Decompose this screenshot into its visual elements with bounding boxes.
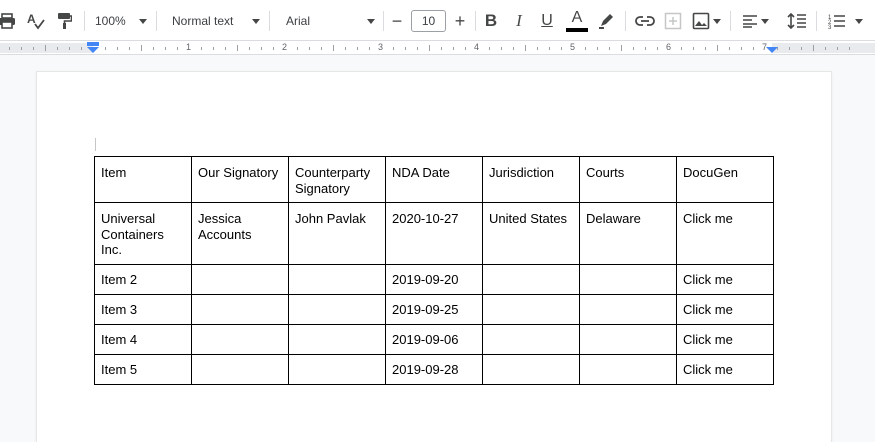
ruler-tick bbox=[405, 47, 406, 50]
ruler-tick bbox=[549, 47, 550, 50]
ruler-tick bbox=[633, 47, 634, 50]
table-cell[interactable]: Item 5 bbox=[95, 354, 192, 384]
ruler-tick bbox=[273, 47, 274, 50]
zoom-select[interactable]: 100% bbox=[95, 14, 126, 28]
spellcheck-icon[interactable] bbox=[24, 8, 48, 34]
table-header-cell[interactable]: Counterparty Signatory bbox=[289, 157, 386, 203]
ruler-tick bbox=[489, 47, 490, 50]
ruler-tick bbox=[597, 47, 598, 50]
ruler-tick bbox=[33, 47, 34, 50]
ruler-tick bbox=[585, 47, 586, 50]
ruler-tick bbox=[177, 47, 178, 50]
ruler-tick bbox=[225, 47, 226, 50]
ruler-tick bbox=[705, 47, 706, 50]
ruler-tick bbox=[825, 47, 826, 50]
table-header-cell[interactable]: DocuGen bbox=[677, 157, 774, 203]
ruler-tick bbox=[165, 47, 166, 50]
table-header-row bbox=[95, 157, 774, 203]
table-cell[interactable]: Delaware bbox=[580, 203, 677, 265]
ruler-tick bbox=[81, 47, 82, 50]
ruler-right-margin bbox=[772, 43, 875, 53]
ruler-number: 1 bbox=[186, 42, 192, 52]
table-cell[interactable] bbox=[483, 324, 580, 354]
ruler-tick bbox=[297, 47, 298, 50]
table-cell[interactable] bbox=[289, 324, 386, 354]
ruler-number: 6 bbox=[666, 42, 672, 52]
ruler-tick bbox=[9, 47, 10, 50]
table-cell[interactable] bbox=[483, 264, 580, 294]
svg-text:3: 3 bbox=[828, 25, 832, 29]
table-cell[interactable] bbox=[580, 354, 677, 384]
ruler-number: 3 bbox=[378, 42, 384, 52]
image-chevron-down-icon[interactable] bbox=[712, 8, 722, 34]
insert-link-icon[interactable] bbox=[633, 8, 657, 34]
table-cell[interactable] bbox=[483, 354, 580, 384]
ruler-tick bbox=[813, 45, 814, 51]
table-header-cell[interactable]: Courts bbox=[580, 157, 677, 203]
table-header-cell[interactable]: Jurisdiction bbox=[483, 157, 580, 203]
table-cell[interactable]: Universal Containers Inc. bbox=[95, 203, 192, 265]
ruler-tick bbox=[393, 47, 394, 50]
toolbar-divider bbox=[625, 11, 626, 31]
table-header-cell[interactable]: NDA Date bbox=[386, 157, 483, 203]
ruler-tick bbox=[789, 47, 790, 50]
table-cell[interactable]: 2020-10-27 bbox=[386, 203, 483, 265]
horizontal-ruler[interactable] bbox=[0, 41, 875, 55]
ruler-tick bbox=[753, 47, 754, 50]
numbered-list-icon[interactable] bbox=[827, 8, 847, 34]
table-cell[interactable]: Item 3 bbox=[95, 294, 192, 324]
align-left-icon[interactable] bbox=[740, 8, 760, 34]
ruler-tick bbox=[681, 47, 682, 50]
docugen-link[interactable]: Click me bbox=[677, 294, 774, 324]
text-color-letter: A bbox=[571, 9, 583, 26]
table-row bbox=[95, 264, 774, 294]
docugen-link[interactable]: Click me bbox=[677, 354, 774, 384]
ruler-number: 2 bbox=[282, 42, 288, 52]
zoom-chevron-down-icon[interactable] bbox=[137, 8, 149, 34]
table-cell[interactable] bbox=[289, 294, 386, 324]
table-cell[interactable]: 2019-09-28 bbox=[386, 354, 483, 384]
table-cell[interactable] bbox=[192, 354, 289, 384]
table-cell[interactable] bbox=[192, 264, 289, 294]
paint-format-icon[interactable] bbox=[53, 8, 75, 34]
ruler-tick bbox=[309, 47, 310, 50]
ruler-left-margin bbox=[0, 43, 93, 53]
ruler-tick bbox=[801, 47, 802, 50]
ruler-tick bbox=[561, 47, 562, 50]
ruler-tick bbox=[129, 47, 130, 50]
ruler-tick bbox=[621, 45, 622, 51]
ruler-tick bbox=[525, 45, 526, 51]
ruler-tick bbox=[645, 47, 646, 50]
ruler-tick bbox=[657, 47, 658, 50]
ruler-number: 5 bbox=[570, 42, 576, 52]
table-cell[interactable]: John Pavlak bbox=[289, 203, 386, 265]
toolbar-divider bbox=[730, 11, 731, 31]
table-cell[interactable]: 2019-09-06 bbox=[386, 324, 483, 354]
table-header-cell[interactable]: Item bbox=[95, 157, 192, 203]
svg-text:2: 2 bbox=[828, 20, 832, 26]
ruler-tick bbox=[153, 47, 154, 50]
table-cell[interactable] bbox=[192, 294, 289, 324]
first-line-indent-marker[interactable] bbox=[87, 42, 99, 46]
table-cell[interactable]: Item 2 bbox=[95, 264, 192, 294]
style-chevron-down-icon[interactable] bbox=[250, 8, 262, 34]
ruler-tick bbox=[837, 47, 838, 50]
table-cell[interactable]: 2019-09-20 bbox=[386, 264, 483, 294]
text-cursor bbox=[95, 138, 96, 151]
table-header-cell[interactable]: Our Signatory bbox=[192, 157, 289, 203]
svg-text:1: 1 bbox=[828, 15, 832, 21]
ruler-tick bbox=[537, 47, 538, 50]
text-color-swatch bbox=[566, 28, 588, 32]
font-select[interactable]: Arial bbox=[286, 14, 311, 28]
ruler-tick bbox=[417, 47, 418, 50]
ruler-tick bbox=[117, 47, 118, 50]
ruler-tick bbox=[849, 47, 850, 50]
ruler-tick bbox=[609, 47, 610, 50]
ruler-tick bbox=[105, 47, 106, 50]
ruler-tick bbox=[237, 45, 238, 51]
ruler-tick bbox=[249, 47, 250, 50]
table-row bbox=[95, 294, 774, 324]
ruler-tick bbox=[357, 47, 358, 50]
font-size-input[interactable]: 10 bbox=[411, 10, 446, 32]
ruler-tick bbox=[501, 47, 502, 50]
ruler-tick bbox=[213, 47, 214, 50]
toolbar-divider bbox=[383, 11, 384, 31]
decrease-font-size-button[interactable]: − bbox=[391, 10, 403, 31]
ruler-tick bbox=[513, 47, 514, 50]
table-cell[interactable] bbox=[192, 324, 289, 354]
italic-button[interactable]: I bbox=[516, 11, 522, 30]
toolbar-divider bbox=[156, 11, 157, 31]
ruler-tick bbox=[45, 45, 46, 51]
ruler-tick bbox=[717, 45, 718, 51]
table-cell[interactable] bbox=[580, 324, 677, 354]
underline-button[interactable]: U bbox=[541, 12, 553, 29]
ruler-tick bbox=[441, 47, 442, 50]
insert-image-icon[interactable] bbox=[690, 8, 712, 34]
right-indent-marker[interactable] bbox=[766, 47, 778, 53]
ruler-tick bbox=[453, 47, 454, 50]
toolbar-divider bbox=[84, 11, 85, 31]
print-icon[interactable] bbox=[0, 8, 18, 34]
ruler-number: 7 bbox=[762, 42, 768, 52]
ruler-tick bbox=[729, 47, 730, 50]
add-comment-icon[interactable] bbox=[662, 8, 684, 34]
toolbar-divider bbox=[269, 11, 270, 31]
text-color-button[interactable] bbox=[565, 8, 589, 34]
table-cell[interactable] bbox=[289, 354, 386, 384]
toolbar-divider bbox=[475, 11, 476, 31]
table-cell[interactable]: United States bbox=[483, 203, 580, 265]
ruler-tick bbox=[261, 47, 262, 50]
bold-button[interactable]: B bbox=[484, 11, 498, 30]
toolbar bbox=[0, 0, 875, 41]
ruler-tick bbox=[465, 47, 466, 50]
line-spacing-icon[interactable] bbox=[786, 8, 808, 34]
table-cell[interactable] bbox=[289, 264, 386, 294]
highlight-pen-icon[interactable] bbox=[596, 8, 618, 34]
left-indent-marker[interactable] bbox=[87, 47, 99, 53]
table-cell[interactable] bbox=[483, 294, 580, 324]
ruler-tick bbox=[201, 47, 202, 50]
list-chevron-down-icon[interactable] bbox=[853, 8, 865, 34]
ruler-tick bbox=[333, 45, 334, 51]
docugen-link[interactable]: Click me bbox=[677, 203, 774, 265]
paragraph-style-select[interactable]: Normal text bbox=[172, 14, 234, 28]
table-cell[interactable]: 2019-09-25 bbox=[386, 294, 483, 324]
ruler-tick bbox=[369, 47, 370, 50]
nda-table[interactable] bbox=[94, 156, 774, 385]
table-row bbox=[95, 203, 774, 265]
ruler-tick bbox=[741, 47, 742, 50]
table-row bbox=[95, 354, 774, 384]
table-cell[interactable] bbox=[580, 264, 677, 294]
ruler-tick bbox=[693, 47, 694, 50]
align-chevron-down-icon[interactable] bbox=[760, 8, 770, 34]
ruler-tick bbox=[21, 47, 22, 50]
increase-font-size-button[interactable]: + bbox=[454, 10, 466, 31]
svg-text:A: A bbox=[27, 12, 36, 26]
table-cell[interactable]: Jessica Accounts bbox=[192, 203, 289, 265]
docugen-link[interactable]: Click me bbox=[677, 324, 774, 354]
font-chevron-down-icon[interactable] bbox=[365, 8, 377, 34]
ruler-tick bbox=[141, 45, 142, 51]
ruler-tick bbox=[57, 47, 58, 50]
ruler-tick bbox=[429, 45, 430, 51]
table-cell[interactable]: Item 4 bbox=[95, 324, 192, 354]
ruler-number: 4 bbox=[474, 42, 480, 52]
toolbar-divider bbox=[816, 11, 817, 31]
ruler-tick bbox=[345, 47, 346, 50]
ruler-tick bbox=[69, 47, 70, 50]
table-row bbox=[95, 324, 774, 354]
ruler-tick bbox=[321, 47, 322, 50]
table-cell[interactable] bbox=[580, 294, 677, 324]
docugen-link[interactable]: Click me bbox=[677, 264, 774, 294]
